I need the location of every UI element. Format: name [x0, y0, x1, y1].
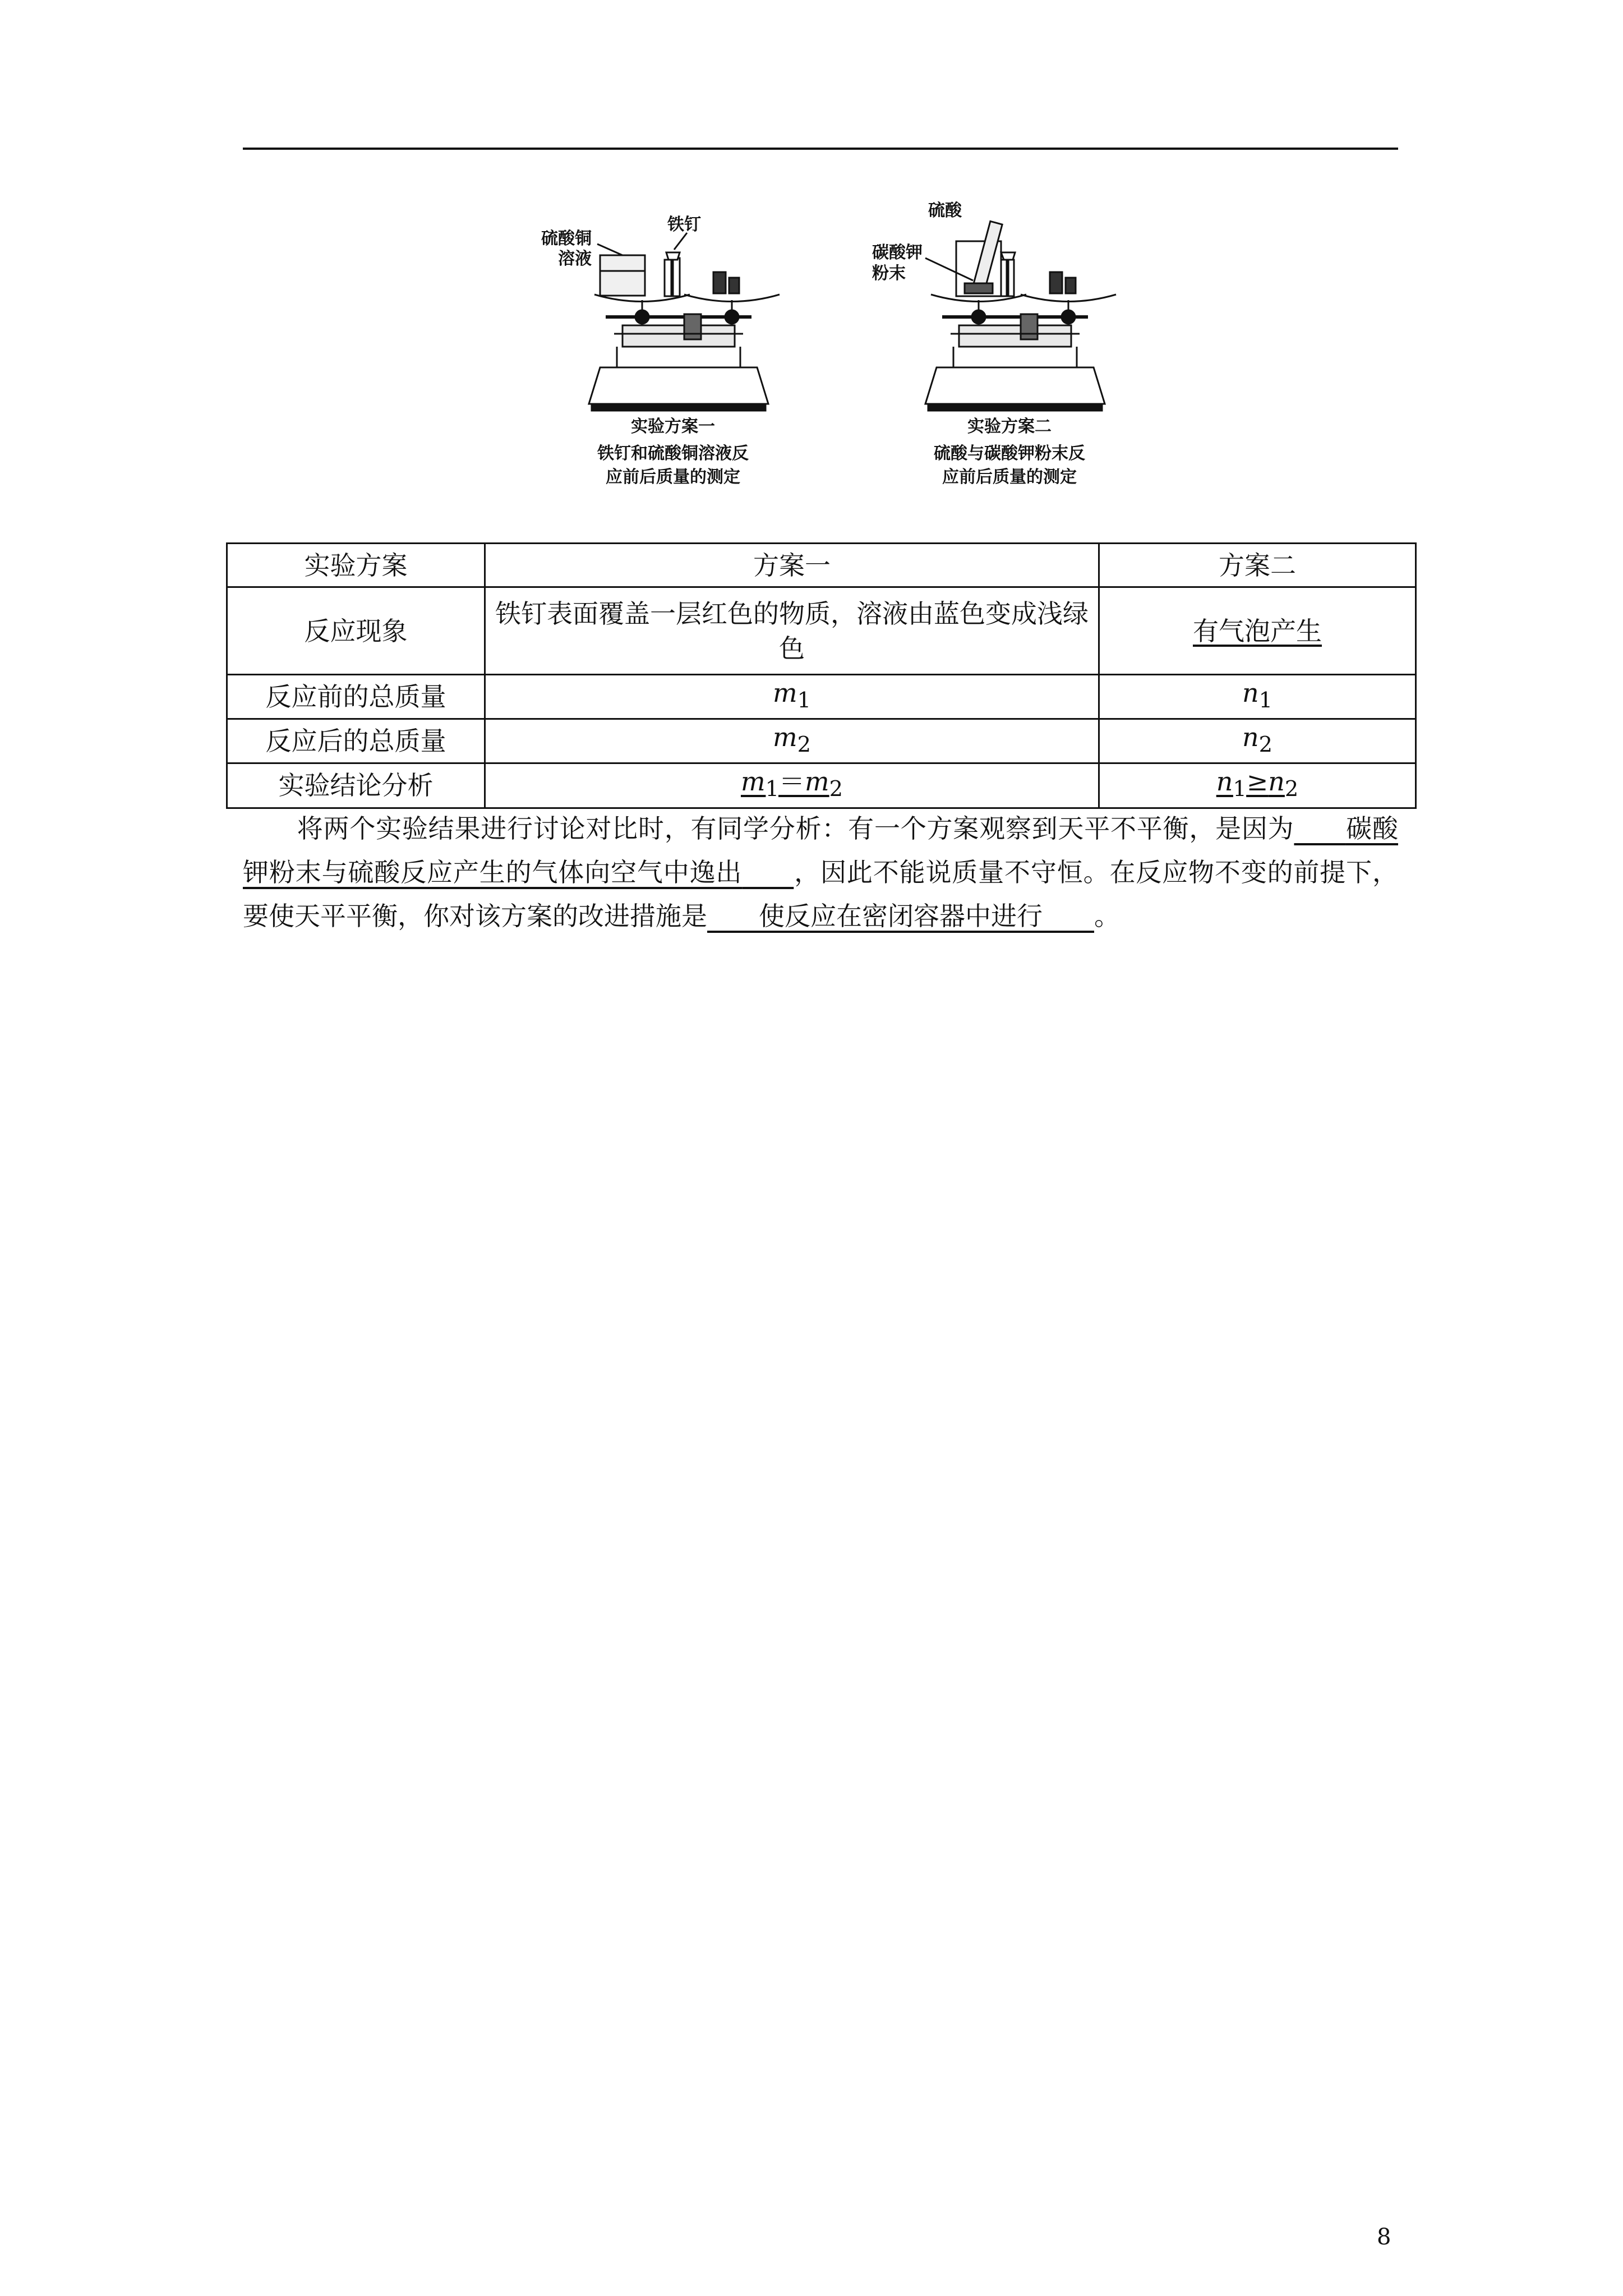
discussion-paragraph — [243, 807, 1398, 938]
conclusion-a: $m_1=m_2$ — [740, 766, 843, 802]
var: n — [1242, 722, 1259, 753]
row-label: 反应前的总质量 — [227, 675, 485, 719]
caption-desc-left-2: 应前后质量的测定 — [606, 467, 740, 487]
sub: 2 — [797, 732, 811, 758]
label-powder-1: 碳酸钾 — [872, 243, 923, 263]
label-acid: 硫酸 — [928, 201, 962, 220]
var: m — [772, 722, 797, 753]
header-rule — [243, 148, 1398, 150]
row-label: 反应现象 — [227, 587, 485, 675]
table-header-row — [227, 544, 1416, 587]
cell-plan-b-answer: 有气泡产生 — [1193, 615, 1322, 646]
row-label: 实验结论分析 — [227, 763, 485, 808]
var: m — [772, 678, 797, 708]
caption-desc-left-1: 铁钉和硫酸铜溶液反 — [597, 444, 749, 463]
sub: 2 — [1258, 732, 1273, 758]
caption-desc-right-1: 硫酸与碳酸钾粉末反 — [934, 444, 1085, 463]
header-cell: 方案一 — [485, 544, 1099, 587]
header-cell: 方案二 — [1099, 544, 1416, 587]
page-number: 8 — [1377, 2224, 1391, 2250]
caption-desc-right-2: 应前后质量的测定 — [942, 467, 1077, 487]
table-row — [227, 587, 1416, 675]
var: n — [1242, 678, 1259, 708]
header-cell: 实验方案 — [227, 544, 485, 587]
label-beaker-1: 硫酸铜 — [541, 229, 592, 249]
answer-blank-2: 使反应在密闭容器中进行 — [759, 901, 1043, 931]
caption-title-left: 实验方案一 — [631, 417, 715, 436]
caption-title-right: 实验方案二 — [967, 417, 1052, 436]
para-text-3: 。 — [1094, 901, 1120, 931]
para-text-1: 将两个实验结果进行讨论对比时，有同学分析：有一个方案观察到天平不平衡，是因为 — [297, 813, 1294, 844]
experiment-figure — [538, 199, 1155, 502]
para-text-2: ，因此不能说质量不守恒。在反应物不变的前提下，要使天平平衡，你对该方案的改进措施是 — [243, 857, 1399, 931]
label-powder-2: 粉末 — [872, 264, 906, 283]
label-nail: 铁钉 — [667, 215, 701, 234]
experiment-table — [226, 542, 1417, 809]
sub: 1 — [797, 688, 811, 714]
balance-left — [589, 233, 780, 411]
table-row — [227, 763, 1416, 808]
row-label: 反应后的总质量 — [227, 719, 485, 763]
sub: 1 — [1258, 688, 1273, 714]
conclusion-b: $n_1\ge n_2$ — [1216, 766, 1299, 802]
cell-plan-a: 铁钉表面覆盖一层红色的物质，溶液由蓝色变成浅绿色 — [485, 587, 1099, 675]
label-beaker-2: 溶液 — [558, 249, 592, 269]
table-row — [227, 719, 1416, 763]
table-row — [227, 675, 1416, 719]
answer-blank-1: 碳酸钾粉末与硫酸反应产生的气体向空气中逸出 — [243, 813, 1399, 887]
balance-right — [925, 221, 1116, 411]
